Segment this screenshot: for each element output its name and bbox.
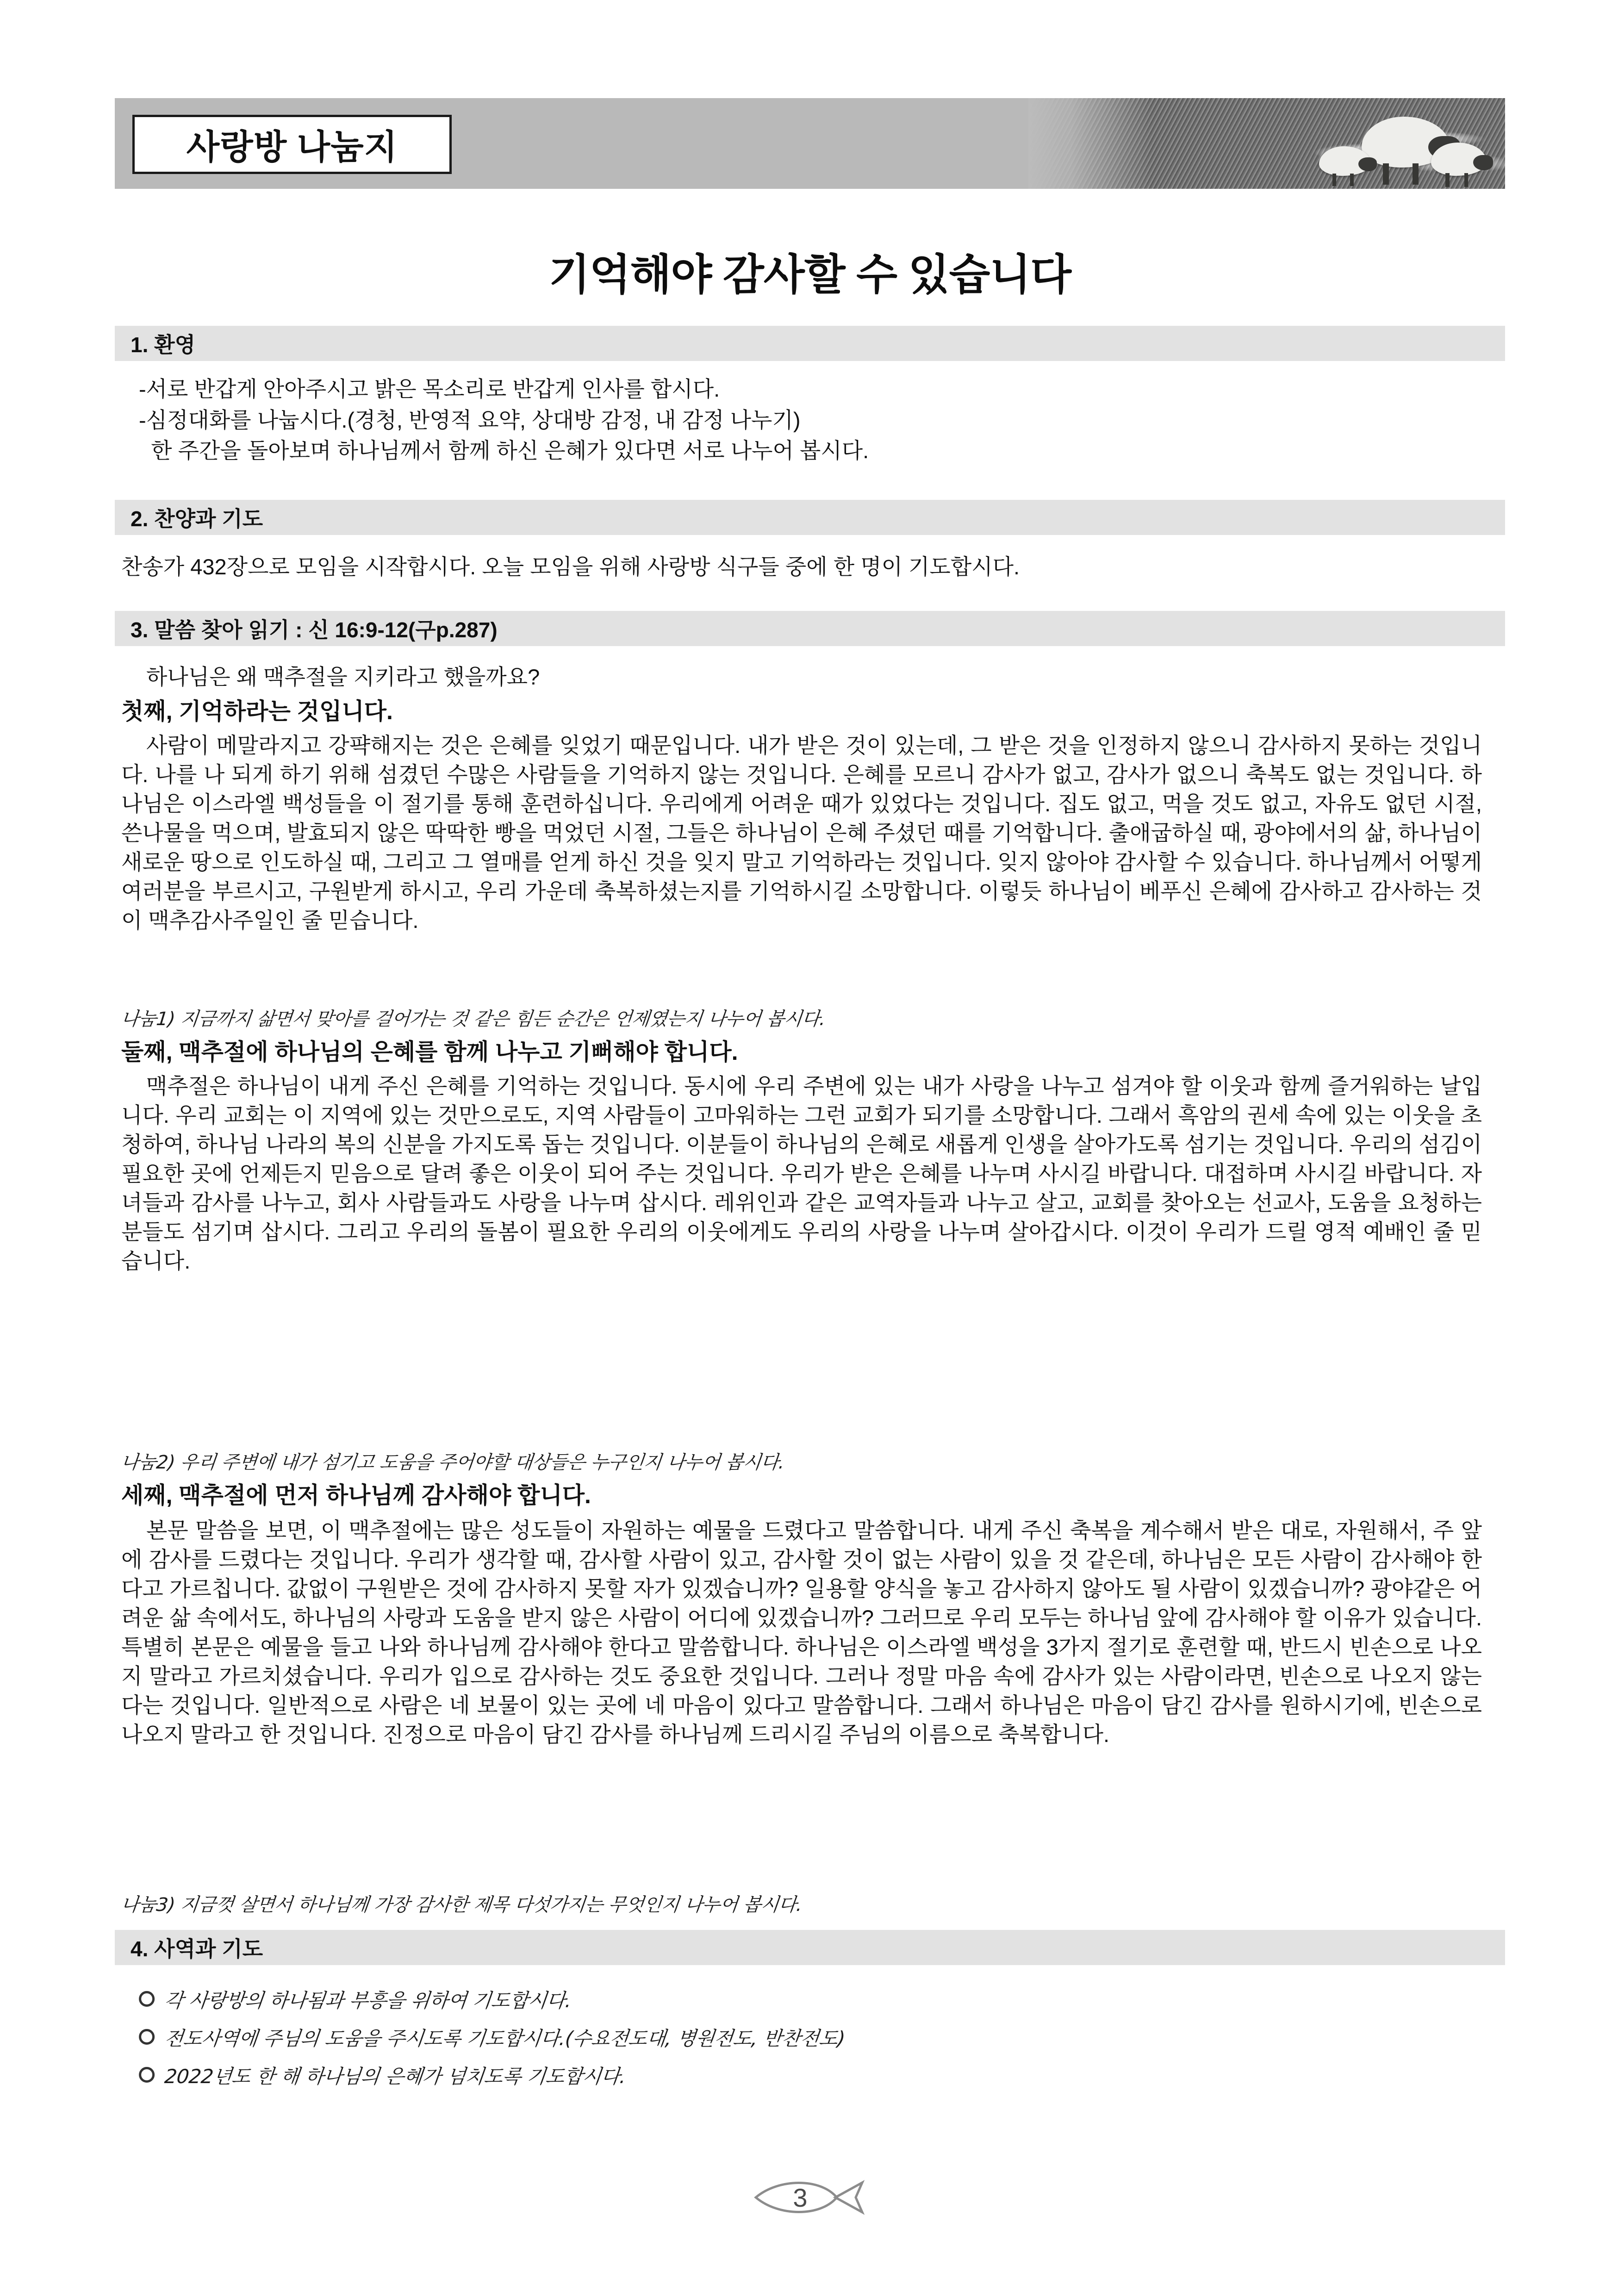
list-item: [137, 2023, 1501, 2051]
point-2-body: 맥추절은 하나님이 내게 주신 은혜를 기억하는 것입니다. 동시에 우리 주변에 있는 내가 사랑을 나누고 섬겨야 할 이웃과 함께 즐거워하는 날입니다. 우리 교회는 이 지역에 있는 것만으로도, 지역 사람들이 고마워하는 그런 교회가 되기를 소망합니다. 그래서 흑암의 권세 속에 있는 이웃을 초청하여, 하나님 나라의 복의 신분을 가지도록 돕는 것입니다. 이분들이 하나님의 은혜로 새롭게 인생을 살아가도록 섬기는 것입니다. 우리의 섬김이 필요한 곳에 언제든지 믿음으로 달려 좋은 이웃이 되어 주는 것입니다. 우리가 받은 은혜를 나누며 사시길 바랍니다. 대접하며 사시길 바랍니다. 자녀들과 감사를 나누고, 회사 사람들과도 사랑을 나누며 삽시다. 레위인과 같은 교역자들과 나누고 살고, 교회를 찾아오는 선교사, 도움을 요청하는 분들도 섬기며 삽시다. 그리고 우리의 돌봄이 필요한 우리의 이웃에게도 우리의 사랑을 나누며 살아갑시다. 이것이 우리가 드릴 영적 예배인 줄 믿습니다.: [121, 1074, 1482, 1273]
welcome-list: [139, 374, 1500, 467]
prayer-text: 전도사역에 주님의 도움을 주시도록 기도합시다.(수요전도대, 병원전도, 반찬전도): [163, 2027, 846, 2050]
banner-title-box: [132, 115, 452, 174]
sheep-grazing-photo: [1028, 98, 1505, 189]
sheep-leg: [1332, 174, 1336, 186]
prayer-list: [139, 1985, 1500, 2099]
welcome-line-3: 한 주간을 돌아보며 하나님께서 함께 하신 은혜가 있다면 서로 나누어 봅시다.: [139, 438, 869, 463]
sheep-head: [1428, 136, 1460, 160]
prayer-text: 각 사랑방의 하나됨과 부흥을 위하여 기도합시다.: [163, 1989, 573, 2012]
section-header-scripture: 3. 말씀 찾아 읽기 : 신 16:9-12(구p.287): [115, 611, 1505, 646]
sheep-shape: [1431, 143, 1487, 176]
page-number: 3: [793, 2183, 808, 2212]
point-3-body: 본문 말씀을 보면, 이 맥추절에는 많은 성도들이 자원하는 예물을 드렸다고 말씀합니다. 내게 주신 축복을 계수해서 받은 대로, 자원해서, 주 앞에 감사를 드렸다는 것입니다. 우리가 생각할 때, 감사할 사람이 있고, 감사할 것이 없는 사람이 있을 것 같은데, 하나님은 모든 사람이 감사해야 한다고 가르칩니다. 값없이 구원받은 것에 감사하지 못할 자가 있겠습니까? 일용할 양식을 놓고 감사하지 않아도 될 사람이 있겠습니까? 광야같은 어려운 삶 속에서도, 하나님의 사랑과 도움을 받지 않은 사람이 어디에 있겠습니까? 그러므로 우리 모두는 하나님 앞에 감사해야 할 이유가 있습니다. 특별히 본문은 예물을 들고 나와 하나님께 감사해야 한다고 말씀합니다. 하나님은 이스라엘 백성을 3가지 절기로 훈련할 때, 반드시 빈손으로 나오지 말라고 가르치셨습니다. 우리가 입으로 감사하는 것도 중요한 것입니다. 그러나 정말 마음 속에 감사가 있는 사람이라면, 빈손으로 나오지 않는다는 것입니다. 일반적으로 사람은 네 보물이 있는 곳에 네 마음이 있다고 말씀합니다. 그래서 하나님은 마음이 담긴 감사를 원하시기에, 빈손으로 나오지 말라고 한 것입니다. 진정으로 마음이 담긴 감사를 하나님께 드리시길 주님의 이름으로 축복합니다.: [121, 1518, 1482, 1747]
sheep-head: [1473, 155, 1493, 170]
bullet-circle-icon: [139, 1991, 155, 2007]
point-2-heading: 둘째, 맥추절에 하나님의 은혜를 함께 나누고 기뻐해야 합니다.: [121, 1039, 738, 1065]
point-2-note: 나눔2) 우리 주변에 내가 섬기고 도움을 주어야할 대상들은 누구인지 나누어 봅시다.: [120, 1452, 786, 1473]
list-item: [137, 1985, 1501, 2013]
section-header-ministry-prayer: 4. 사역과 기도: [115, 1930, 1505, 1965]
sheep-leg: [1383, 163, 1389, 185]
banner-title: 사랑방 나눔지: [186, 128, 398, 166]
point-1-body: 사람이 메말라지고 강퍅해지는 것은 은혜를 잊었기 때문입니다. 내가 받은 것이 있는데, 그 받은 것을 인정하지 않으니 감사하지 못하는 것입니다. 나를 나 되게 하기 위해 섬겼던 수많은 사람들을 기억하지 않는 것입니다. 은혜를 모르니 감사가 없고, 감사가 없으니 축복도 없는 것입니다. 하나님은 이스라엘 백성들을 이 절기를 통해 훈련하십니다. 우리에게 어려운 때가 있었다는 것입니다. 집도 없고, 먹을 것도 없고, 자유도 없던 시절, 쓴나물을 먹으며, 발효되지 않은 딱딱한 빵을 먹었던 시절, 그들은 하나님이 은혜 주셨던 때를 기억합니다. 출애굽하실 때, 광야에서의 삶, 하나님이 새로운 땅으로 인도하실 때, 그리고 그 열매를 얻게 하신 것을 잊지 말고 기억하라는 것입니다. 잊지 않아야 감사할 수 있습니다. 하나님께서 어떻게 여러분을 부르시고, 구원받게 하시고, 우리 가운데 축복하셨는지를 기억하시길 소망합니다. 이렇듯 하나님이 베푸신 은혜에 감사하고 감사하는 것이 맥추감사주일인 줄 믿습니다.: [121, 733, 1482, 933]
bullet-circle-icon: [139, 2067, 155, 2083]
point-1-heading: 첫째, 기억하라는 것입니다.: [121, 698, 393, 724]
scripture-intro: 하나님은 왜 맥추절을 지키라고 했을까요?: [146, 665, 540, 689]
praise-prayer-text: 찬송가 432장으로 모임을 시작합시다. 오늘 모임을 위해 사랑방 식구들 중에 한 명이 기도합시다.: [121, 554, 1020, 579]
prayer-text: 2022년도 한 해 하나님의 은혜가 넘치도록 기도합시다.: [163, 2065, 627, 2088]
footer: [0, 2175, 1618, 2220]
list-item: [137, 2061, 1501, 2089]
sheep-head: [1358, 157, 1377, 171]
bullet-circle-icon: [139, 2029, 155, 2045]
welcome-line-2: -심정대화를 나눕시다.(경청, 반영적 요약, 상대방 감정, 내 감정 나누기): [139, 407, 801, 432]
page-title: 기억해야 감사할 수 있습니다: [548, 251, 1071, 299]
point-3-heading: 세째, 맥추절에 먼저 하나님께 감사해야 합니다.: [121, 1482, 591, 1508]
welcome-line-1: -서로 반갑게 안아주시고 밝은 목소리로 반갑게 인사를 합시다.: [139, 377, 720, 401]
sheep-shape: [1319, 146, 1371, 176]
sheep-leg: [1350, 174, 1354, 186]
section-header-welcome: 1. 환영: [115, 326, 1505, 361]
section-header-praise-prayer: 2. 찬양과 기도: [115, 500, 1505, 535]
sheep-shape: [1362, 117, 1450, 168]
sheep-leg: [1445, 173, 1449, 187]
point-1-note: 나눔1) 지금까지 삶면서 맞아를 걸어가는 것 같은 힘든 순간은 언제였는지 나누어 봅시다.: [120, 1008, 827, 1030]
fish-icon: [751, 2175, 867, 2220]
sheep-leg: [1413, 163, 1419, 185]
point-3-note: 나눔3) 지금껏 살면서 하나님께 가장 감사한 제목 다섯가지는 무엇인지 나누어 봅시다.: [120, 1894, 803, 1916]
sheep-leg: [1464, 173, 1468, 187]
